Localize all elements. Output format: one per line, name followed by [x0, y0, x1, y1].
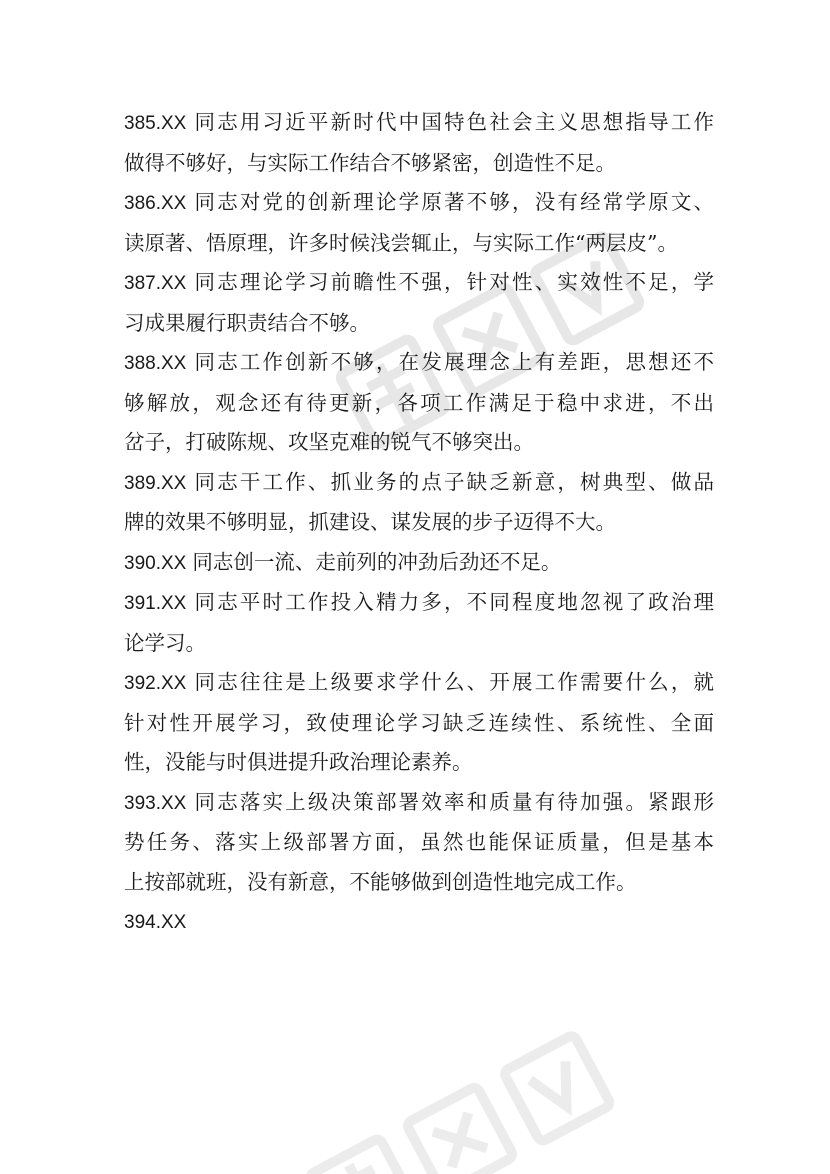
item-number: 389.XX [124, 472, 187, 494]
item-text: 同志工作创新不够，在发展理念上有差距，思想还不 [192, 350, 714, 374]
list-item [124, 183, 714, 263]
item-line [124, 183, 714, 224]
item-number: 391.XX [124, 593, 187, 614]
item-text: 论学习。 [124, 630, 206, 655]
item-line [124, 543, 714, 584]
item-line [124, 583, 714, 624]
list-item [124, 902, 714, 943]
item-number: 392.XX [124, 673, 187, 694]
item-text: 上按部就班，没有新意，不能够做到创造性地完成工作。 [124, 869, 637, 894]
item-text: 针对性开展学习，致使理论学习缺乏连续性、系统性、全面 [124, 710, 714, 735]
item-text: 同志用习近平新时代中国特色社会主义思想指导工作 [192, 110, 714, 134]
watermark-graphic-bottom [291, 1012, 630, 1174]
list-item [124, 263, 714, 343]
item-text: 同志创一流、走前列的冲劲后劲还不足。 [192, 549, 562, 574]
list-item [124, 783, 714, 903]
item-text: 牌的效果不够明显，抓建设、谋发展的步子迈得不大。 [124, 510, 616, 534]
item-line [124, 103, 714, 144]
item-line [124, 704, 714, 744]
item-line [124, 463, 714, 504]
item-text: 同志对党的创新理论学原著不够，没有经常学原文、 [192, 190, 714, 214]
item-text: 同志干工作、抓业务的点子缺乏新意，树典型、做品 [192, 469, 714, 494]
item-text: 性，没能与时俱进提升政治理论素养。 [124, 750, 473, 774]
item-text: 岔子，打破陈规、攻坚克难的锐气不够突出。 [124, 430, 534, 454]
item-line [124, 902, 714, 943]
item-number: 387.XX [124, 273, 187, 294]
item-text: 习成果履行职责结合不够。 [124, 310, 370, 335]
list-item [124, 543, 714, 584]
item-line [124, 304, 714, 344]
list-item [124, 463, 714, 543]
item-text: 同志往往是上级要求学什么、开展工作需要什么，就 [192, 670, 714, 694]
item-text: 够解放，观念还有待更新，各项工作满足于稳中求进，不出 [124, 390, 714, 415]
item-line [124, 624, 714, 664]
item-line [124, 144, 714, 184]
item-number: 388.XX [124, 353, 187, 374]
item-line [124, 263, 714, 304]
item-text: 读原著、悟原理，许多时候浅尝辄止，与实际工作“两层皮”。 [124, 230, 678, 255]
item-text: 同志落实上级决策部署效率和质量有待加强。紧跟形 [192, 789, 714, 814]
item-line [124, 384, 714, 424]
item-text: 势任务、落实上级部署方面，虽然也能保证质量，但是基本 [124, 830, 714, 854]
item-line [124, 783, 714, 824]
item-number: 385.XX [124, 113, 187, 134]
item-number: 394.XX [124, 912, 187, 933]
document-body [124, 103, 714, 943]
item-line [124, 343, 714, 384]
item-text: 同志平时工作投入精力多，不同程度地忽视了政治理 [192, 590, 714, 614]
list-item [124, 103, 714, 183]
item-text: 做得不够好，与实际工作结合不够紧密，创造性不足。 [124, 150, 616, 175]
item-line [124, 863, 714, 903]
item-line [124, 224, 714, 264]
item-text: 同志理论学习前瞻性不强，针对性、实效性不足，学 [192, 270, 714, 294]
item-number: 386.XX [124, 193, 187, 214]
item-line [124, 423, 714, 463]
item-line [124, 823, 714, 863]
list-item [124, 663, 714, 783]
list-item [124, 343, 714, 463]
item-number: 390.XX [124, 552, 187, 574]
item-line [124, 503, 714, 543]
item-line [124, 743, 714, 783]
list-item [124, 583, 714, 663]
item-number: 393.XX [124, 792, 187, 814]
item-line [124, 663, 714, 704]
